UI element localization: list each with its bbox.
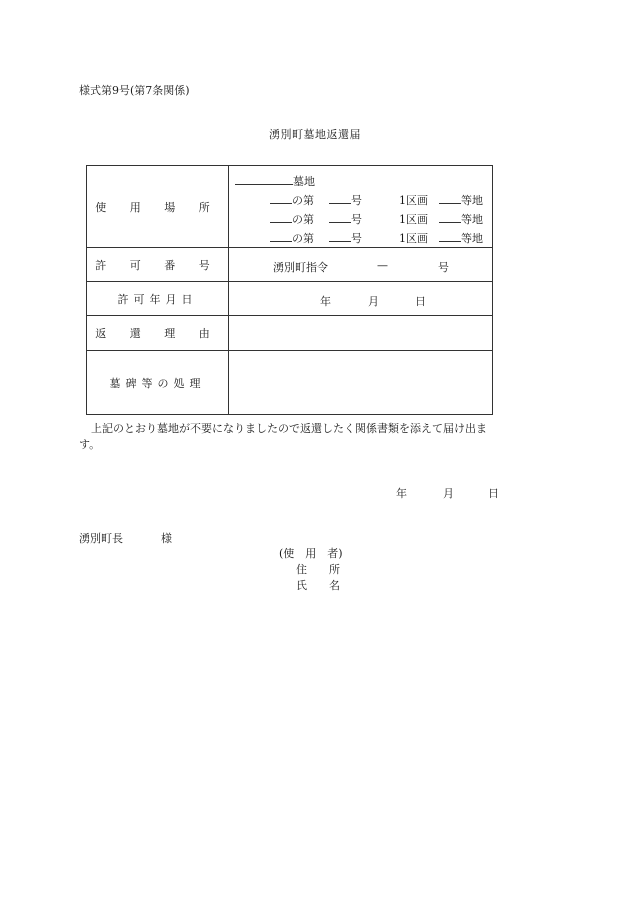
document-title: 湧別町墓地返還届 <box>269 128 361 141</box>
permit-number-label: 許 可 番 号 <box>87 248 229 282</box>
monument-handling-field[interactable] <box>229 351 493 415</box>
applicant-heading: (使 用 者) <box>279 547 343 560</box>
grade-3 <box>439 230 483 246</box>
return-reason-row <box>87 316 493 351</box>
section-blank[interactable] <box>270 192 292 204</box>
go-text: 号 <box>351 194 362 207</box>
no-dai-text: の第 <box>292 232 314 245</box>
permit-month: 月 <box>368 295 379 308</box>
addressee-name: 湧別町長 <box>79 532 123 545</box>
addressee <box>79 530 172 546</box>
return-reason-field[interactable] <box>229 316 493 351</box>
grade-1 <box>439 192 483 208</box>
grade-blank[interactable] <box>439 230 461 242</box>
permit-year: 年 <box>320 295 331 308</box>
form-number: 様式第9号(第7条関係) <box>79 84 190 97</box>
lot-number-blank[interactable] <box>329 211 351 223</box>
toochi-text: 等地 <box>461 194 483 207</box>
go-text: 号 <box>351 213 362 226</box>
grade-blank[interactable] <box>439 211 461 223</box>
date-year: 年 <box>396 487 407 500</box>
date-day: 日 <box>488 487 499 500</box>
permit-dash: — <box>377 259 388 272</box>
applicant-address-label[interactable]: 住 所 <box>296 563 340 576</box>
return-form-table <box>86 165 493 415</box>
kukaku-text-2: 1区画 <box>399 213 428 226</box>
permit-date-label: 許可年月日 <box>87 282 229 316</box>
section-blank[interactable] <box>270 230 292 242</box>
statement-text: 上記のとおり墓地が不要になりましたので返還したく関係書類を添えて届け出ます。 <box>79 422 487 451</box>
lot-number-blank[interactable] <box>329 192 351 204</box>
monument-handling-label: 墓碑等の処理 <box>87 351 229 415</box>
no-dai-text: の第 <box>292 194 314 207</box>
usage-place-label: 使 用 場 所 <box>87 166 229 248</box>
permit-number-field[interactable] <box>229 248 493 282</box>
grade-blank[interactable] <box>439 192 461 204</box>
kukaku-text-3: 1区画 <box>399 232 428 245</box>
no-dai-text: の第 <box>292 213 314 226</box>
permit-date-row <box>87 282 493 316</box>
section-blank[interactable] <box>270 211 292 223</box>
monument-handling-row <box>87 351 493 415</box>
permit-prefix: 湧別町指令 <box>273 261 328 274</box>
usage-place-row <box>87 166 493 248</box>
grade-2 <box>439 211 483 227</box>
lot-line-2 <box>270 211 314 227</box>
kukaku-text-1: 1区画 <box>399 194 428 207</box>
lot-number-2 <box>329 211 362 227</box>
toochi-text: 等地 <box>461 213 483 226</box>
cemetery-line <box>235 173 315 189</box>
permit-date-field[interactable] <box>229 282 493 316</box>
permit-suffix: 号 <box>438 261 449 274</box>
date-month: 月 <box>443 487 454 500</box>
lot-number-1 <box>329 192 362 208</box>
lot-line-3 <box>270 230 314 246</box>
permit-number-row <box>87 248 493 282</box>
applicant-name-label[interactable]: 氏 名 <box>296 579 340 592</box>
cemetery-suffix: 墓地 <box>293 175 315 188</box>
go-text: 号 <box>351 232 362 245</box>
lot-number-blank[interactable] <box>329 230 351 242</box>
permit-day: 日 <box>415 295 426 308</box>
addressee-honorific: 様 <box>161 532 172 545</box>
return-reason-label: 返 還 理 由 <box>87 316 229 351</box>
usage-place-field[interactable] <box>229 166 493 248</box>
lot-number-3 <box>329 230 362 246</box>
toochi-text: 等地 <box>461 232 483 245</box>
cemetery-name-blank[interactable] <box>235 173 293 185</box>
lot-line-1 <box>270 192 314 208</box>
